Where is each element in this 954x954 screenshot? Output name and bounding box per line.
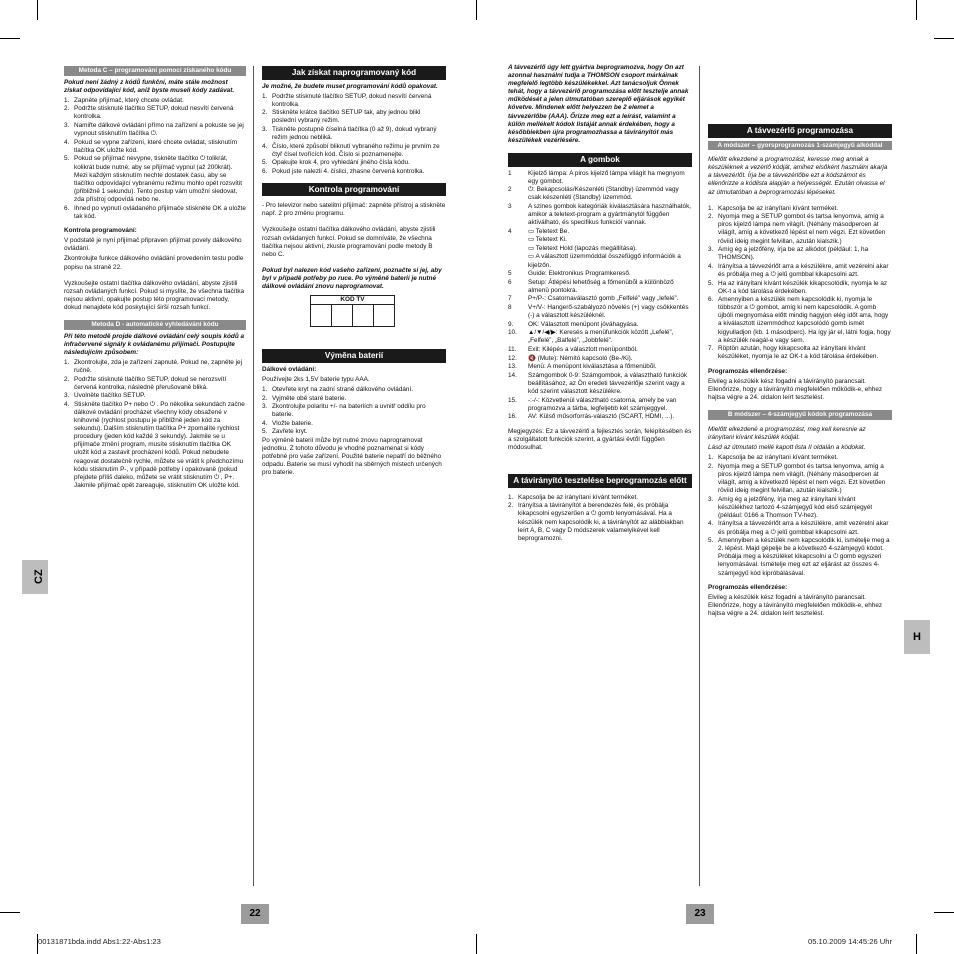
check-text: - Pro televizor nebo satelitní přijímač: zapněte přístroj a stiskněte např. 2 pro změnu programu. <box>262 202 446 218</box>
button-list-item: 2 ⏻: Bekapcsolás/Készenléti (Standby) üzemmód vagy csak készenléti (Standby) üzemmód. <box>508 186 679 202</box>
method-b-intro: Mielőtt elkezdené a programozást, meg kell keresnie az irányítani kívánt készülék kódját. <box>708 425 866 441</box>
section-heading-method-a: A módszer – gyorsprogramozás 1-számjegyű alkóddal <box>708 141 892 151</box>
button-list-item: 4 ▭ Teletext Be. <box>508 227 570 235</box>
column-cz-code-check <box>262 66 446 479</box>
column-divider <box>253 66 254 886</box>
code-digit-box[interactable] <box>353 305 374 327</box>
list-item: 6. Ihned po vypnutí ovládaného přijímače stiskněte OK a uložte tak kód. <box>64 204 246 220</box>
button-list-item: 14. Számgombok 0-9: Számgombok, a választható funkciók beállításához, az Ön eredeti távvezérlője szerint vagy a kód szerint választott készülékre. <box>508 371 688 395</box>
method-b-check-title: Programozás ellenőrzése: <box>708 584 788 592</box>
list-item: 5. Amennyiben a készülék nem kapcsolódik ki, ismételje meg a 2. lépést. Majd gépelje be a következő 4-számjegyű kódot. Próbálja meg a készüléket kikapcsolni a ⏻ gomb egyszeri lenyomásával. Ismételje meg ezt az eljárást az összes 4-számjegyű kód kipróbálásával. <box>708 537 890 577</box>
footer-timestamp: 05.10.2009 14:45:26 Uhr <box>808 937 893 946</box>
list-item: 6. Amennyiben a készülék nem kapcsolódik ki, nyomja le többször a ⏻ gombot, amíg ki nem kapcsolódik. A gomb újbóli megnyomása előtt mindig hagyjon elég időt arra, hogy a kiválasztott üzemmódhoz kapcsolódó gomb ismét kigyulladjon (kb. 1 másodperc). Ha így jár el, látni fogja, hogy a készülék reagál-e vagy sem. <box>708 296 891 344</box>
check-text: Vyzkoušejte ostatní tlačítka dálkového ovládání, abyste zjistili rozsah ovládaných funkcí. Pokud se domníváte, že všechna tlačítka nejsou aktivní, zkuste programování podle metody B nebo C. <box>262 226 436 258</box>
list-item: 6. Pokud jste nalezli 4. číslici, zhasne červená kontrolka. <box>262 168 425 176</box>
test-steps <box>508 494 692 543</box>
list-item: 3. Amíg ég a jelzőfény, írja meg az irányítani kívánt készülékhez tartozó 4-számjegyű kód első számjegyét (például: 0166 a Thomson TV-hez). <box>708 495 873 519</box>
list-item: 2. Nyomja meg a SETUP gombot és tartsa lenyomva, amíg a piros kijelző lámpa nem világít. (Néhány másodpercen át világít, amíg a következő lépést el nem végzi. Ezt követően röviid ideig megint felvillan, azután kialszik.) <box>708 462 886 495</box>
list-item: 4. Stiskněte tlačítko P+ nebo ⏻ . Po několika sekundách začne dálkové ovládání procházet všechny kódy obsažené v knihovně (rychlost postupu je přibližně jeden kód za sekundu). Dalším stisknutím tlačítka P+ zpomalíte rychlost procedury (jeden kód každé 3 sekundy). Jakmile se u přijímače změní program, musíte stisknutím tlačítka OK uložit kód a zastavit procházení kódů. Pokud nebudete reagovat dostatečně rychle, můžete se vrátit k předchozímu kódu stisknutím P-, v případě potřeby i opakovaně (pokud přejdete příliš daleko, můžete se vrátit stisknutím ⏻ , P+. Jakmile přijímač opět zareaguje, stisknutím OK uložte kód. <box>64 400 245 489</box>
batteries-intro: Používejte 2ks 1,5V baterie typu AAA. <box>262 375 370 383</box>
list-item: 2. Podržte stisknuté tlačítko SETUP, dokud nesvítí červená kontrolka. <box>64 105 234 121</box>
button-list <box>508 170 692 422</box>
section-heading-batteries: Výměna baterií <box>262 349 446 363</box>
list-item: 5. Zavřete kryt. <box>262 428 308 436</box>
method-b-check-text: Elvileg a készülék kész fogadni a távirányító parancsait. Ellenőrizze, hogy a távirányító megfelelően működik-e, ehhez hajtsa végre a 24. oldalon leírt tesztelést. <box>708 594 883 618</box>
method-c-check-text: Zkontrolujte funkce dálkového ovládání provedením testu podle popisu na straně 22. <box>64 255 244 271</box>
crop-mark <box>934 912 954 913</box>
language-tab-cz: CZ <box>22 560 48 594</box>
method-d-intro: Při této metodě projde dálkové ovládání celý soupis kódů a infračervené signály k ovládanému přijímači. Postupujte následujícím způsobem: <box>64 332 245 356</box>
section-heading-check: Kontrola programování <box>262 183 446 197</box>
list-item: 4. Číslo, které způsobí bliknutí vybraného režimu je prvním ze čtyř čísel tvořících kód. Číslo si poznamenejte. <box>262 142 440 158</box>
section-heading-method-c: Metoda C – programování pomocí získaného kódu <box>64 66 246 76</box>
list-item: 4. Vložte baterie. <box>262 419 313 427</box>
batteries-outro: Po výměně baterií může být nutné znovu naprogramovat jednotku. Z tohoto důvodu je vhodné poznamenat si kódy potřebné pro vaše zařízení. Použité baterie nepatří do běžného odpadu. Baterie se musí vyhodit na sběrných místech určených pro baterie. <box>262 437 442 477</box>
get-code-steps <box>262 93 446 176</box>
method-c-check-text: Vyzkoušejte ostatní tlačítka dálkového ovládání, abyste zjistili rozsah ovládaných funkcí. Pokud si myslíte, že všechna tlačítka nejsou aktivní, opakujte postup této programovací metody, dokud nenajdete kód poskytující širší rozsah funkcí. <box>64 279 245 311</box>
list-item: 3. Tiskněte postupně číselná tlačítka (0 až 9), dokud vybraný režim jednou nebliká. <box>262 126 437 142</box>
crop-mark <box>0 912 20 913</box>
list-item: 3. Uvolněte tlačítko SETUP. <box>64 392 146 400</box>
method-a-check-text: Elvileg a készülék kész fogadni a távirányító parancsait. Ellenőrizze, hogy a távirányító megfelelően működik-e, ehhez hajtsa végre a 24. oldalon leírt tesztelést. <box>708 378 883 402</box>
section-heading-method-b: B módszer – 4-számjegyű kódok programozása <box>708 410 892 420</box>
list-item: 3. Amíg ég a jelzőfény, írja be az alkódot (például: 1, ha THOMSON). <box>708 246 869 262</box>
list-item: 4. Pokud se vypne zařízení, které chcete ovládat, stisknutím tlačítka OK uložte kód. <box>64 138 238 154</box>
button-list-item: 8 V+/V-: Hangerő-szabályozó növelés (+) vagy csökkentés (-) a választott készüléknél. <box>508 304 689 320</box>
batteries-title: Dálkové ovládání: <box>262 365 317 373</box>
crop-mark <box>934 38 954 39</box>
list-item: 1. Kapcsolja be az irányítani kívánt terméket. <box>708 204 839 212</box>
code-digit-box[interactable] <box>332 305 353 327</box>
button-list-item: 11. Exit: Kilépés a választott menüpontból. <box>508 346 638 353</box>
crop-mark <box>476 0 477 20</box>
button-list-item: 1 Kijelző lámpa: A piros kijelző lámpa világít ha megnyom egy gombot. <box>508 169 685 185</box>
section-heading-programming: A távvezérlő programozása <box>708 124 892 138</box>
button-list-item: 13. Menü: A menüpont kiválasztása a főmenübõl. <box>508 363 657 371</box>
page-number-left: 22 <box>241 904 269 924</box>
list-item: 7. Röptön azután, hogy kikapcsolta az irányítani kívánt készüléket, nyomja le az OK-t a kód tárolása érdekében. <box>708 345 879 361</box>
method-d-steps <box>64 359 246 490</box>
column-h-programming <box>708 124 892 620</box>
button-list-item: 12. 🔇 (Mute): Némító kapcsoló (Be-/Ki). <box>508 354 633 362</box>
column-cz-methods <box>64 66 246 490</box>
list-item: 1. Kapcsolja be az irányítani kívánt terméket. <box>708 454 839 462</box>
method-b-intro: Lásd az útmutató mellé kapott lista II oldalán a kódokat. <box>708 444 866 452</box>
method-a-intro: Mielőtt elkezdené a programozást, keresse meg annak a készüléknek a vezérlő kódját, amihez elsőként használni akarja a távvezérlőt. Írja be a távvezérlőbe ezt a kódszámot és ellenőrizze a kódlista alapján a helyességét. Ezután olvassa el az útmutatóban a beprogramozási lépéseket. <box>708 156 888 196</box>
list-item: 4. Irányítsa a távvezérlőt arra a készülékre, amit vezérelni akar és próbálja meg a ⏻ jelű gombbal kikapcsolni azt. <box>708 262 889 278</box>
crop-mark <box>476 934 477 954</box>
button-list-item: ▭ A választott üzemmóddal összefüggő információk a kijelzőn. <box>528 253 681 269</box>
list-item: 2. Vyjměte obě staré baterie. <box>262 394 347 402</box>
button-list-item: 10. ▲/▼/◀/▶: Keresés a menüfunkciók között „Lefelé”, „Felfelé”, „Balfelé”, „Jobbfelé”. <box>508 329 674 345</box>
intro-text: A távvezérlő úgy lett gyártva beprogramozva, hogy Ön azt azonnal használni tudja a THOMSON csoport márkáinak megfelelő legtöbb készülékekkel. Azt tanácsoljuk Önnek tehát, hogy a távvezérlő programozása előtt tesztelje annak működését a jelen útmutatóban szereplő eljárások egyikét követve. Mindenek előtt helyezzen be 2 elemet a távvezérlőbe (AAA). Őrizze meg ezt a leírást, valamint a külön mellékelt kódok listáját annak érdekében, hogy a későbbiekben újra programozhassa a távirányítót más készülékek vezérlésére. <box>508 64 689 144</box>
button-list-item: 16. AV: Külső műsorforrás-választó (SCART, HDMI, ...). <box>508 413 675 421</box>
language-tab-h: H <box>904 620 930 654</box>
list-item: 1. Otevřete kryt na zadní straně dálkového ovládání. <box>262 385 414 393</box>
button-list-item: ▭ Teletext Hold (lapozás megállítása). <box>528 244 637 252</box>
list-item: 5. Opakujte krok 4, pro vyhledání jiného čísla kódu. <box>262 159 410 167</box>
section-heading-buttons: A gombok <box>508 153 692 167</box>
list-item: 1. Zkontrolujte, zda je zařízení zapnuté. Pokud ne, zapněte jej ručně. <box>64 358 243 374</box>
column-h-buttons <box>508 64 692 543</box>
list-item: 2. Nyomja meg a SETUP gombot és tartsa lenyomva, amíg a piros kijelző lámpa nem világít. (Néhány másodpercen át világít, amíg a következő lépést el nem végzi. Ezt követően röviid ideig megint felvillan, azután kialszik.) <box>708 213 886 245</box>
method-a-check-title: Programozás ellenőrzése: <box>708 367 788 375</box>
crop-mark <box>37 0 38 20</box>
column-divider <box>699 66 700 886</box>
button-list-item: 6 Setup: Átlépési lehetőség a főmenübõl a különböző almenü pontokra. <box>508 278 674 294</box>
list-item: 1. Podržte stisknuté tlačítko SETUP, dokud nesvítí červená kontrolka. <box>262 92 432 108</box>
method-c-check-title: Kontrola programování: <box>64 227 137 235</box>
section-heading-method-d: Metoda D - automatické vyhledávání kódu <box>64 320 246 330</box>
button-list-item: 9. OK: Választott menüpont jóváhagyása. <box>508 320 639 328</box>
method-a-steps <box>708 205 892 362</box>
list-item: 1. Zapněte přijímač, který chcete ovládat. <box>64 96 184 104</box>
button-list-item: 15. -:-/-: Közvetlenül választható csatorna, amely be van programozva a tárba, legfeljebb két számjeggyel. <box>508 396 677 412</box>
method-c-check-text: V podstatě je nyní přijímač připraven přijímat povely dálkového ovládání. <box>64 237 242 253</box>
get-code-intro: Je možné, že budete muset programování kódů opakovat. <box>262 82 438 90</box>
list-item: 3. Zkontrolujte polaritu +/- na bateriích a uvnitř oddílu pro baterie. <box>262 403 426 419</box>
method-c-intro: Pokud není žádný z kódů funkční, máte stále možnost získat odpovídající kód, aniž byste museli kódy zadávat. <box>64 78 235 94</box>
list-item: 1. Kapcsolja be az irányítani kívánt terméket. <box>508 493 639 501</box>
footer-file-info: 00131871bda.indd Abs1:22-Abs1:23 <box>38 937 161 946</box>
crop-mark <box>0 38 20 39</box>
button-list-item: 5 Guide: Elektronikus Programkereső. <box>508 270 631 278</box>
crop-mark <box>916 934 917 954</box>
code-digit-box[interactable] <box>374 305 395 327</box>
crop-mark <box>916 0 917 20</box>
button-list-item: 7 P+/P-: Csatornaválasztó gomb „Felfelé” vagy „lefelé”. <box>508 295 679 303</box>
battery-steps <box>262 386 446 437</box>
section-heading-test: A távirányító tesztelése beprogramozás előtt <box>508 474 692 488</box>
method-b-steps <box>708 454 892 577</box>
button-list-item: ▭ Teletext Ki. <box>528 236 567 244</box>
list-item: 2. Stiskněte krátce tlačítko SETUP tak, aby jednou blikl poslední vybraný režim. <box>262 109 421 125</box>
code-tv-table <box>310 295 395 327</box>
list-item: 2. Podržte stisknuté tlačítko SETUP, dokud se nerozsvítí červená kontrolka, následně přerušovaně bliká. <box>64 375 227 391</box>
note-text: Megjegyzés: Ez a távvezérlő a fejlesztés során, felépítésében és a szolgáltatott funkciók szerint, a gyártási évtől függően módosulhat. <box>508 427 692 452</box>
button-list-item: 3 A szines gombok kategóriák kiválasztására használhatók, amikor a teletext-program a gyártmánytól függően aktiválható, és specifikus funkcióí vannak. <box>508 202 692 227</box>
check-note: Pokud byl nalezen kód vašeho zařízení, poznačte si jej, aby byl v případě potřeby po ruce. Po výměně baterií je nutné dálkové ovládání znovu naprogramovat. <box>262 266 442 290</box>
list-item: 2. Irányítsa a távirányítót a berendezés felé, és próbálja kikapcsolni egyszerűen a ⏻ gomb lenyomásával. Ha a készülék nem kapcsolódik ki, a távirányítót az alábbiakban leírt A, B, C vagy D módszerek valamelyikével kell beprogramozni. <box>508 502 684 542</box>
list-item: 5. Pokud se přijímač nevypne, tiskněte tlačítko ⏻ tolikrát, kolikrát bude nutné, aby se přijímač vypnul (až 200krát). Mezi každým stisknutím nechte dostatek času, aby se tlačítko odpovídající vybranému režimu mohlo opět rozsvítit (přibližně 1 sekundu). Tento postup vám umožní sledovat, zda přístroj odpovídá nebo ne. <box>64 155 243 203</box>
code-digit-box[interactable] <box>311 305 332 327</box>
page-number-right: 23 <box>686 904 714 924</box>
list-item: 3. Namiřte dálkové ovládání přímo na zařízení a pokuste se jej vypnout stisknutím tlačítka ⏻. <box>64 122 244 138</box>
code-tv-label: KÓD TV <box>311 296 395 305</box>
list-item: 4. Irányítsa a távvezérlőt arra a készülékre, amit vezérelni akar és próbálja meg a ⏻ jelű gombbal kikapcsolni azt. <box>708 520 889 536</box>
method-c-steps <box>64 97 246 221</box>
list-item: 5. Ha az irányítani kívánt készülék kikapcsolódik, nyomja le az OK-t a kód tárolása érdekében. <box>708 279 888 295</box>
section-heading-get-code: Jak získat naprogramovaný kód <box>262 66 446 80</box>
